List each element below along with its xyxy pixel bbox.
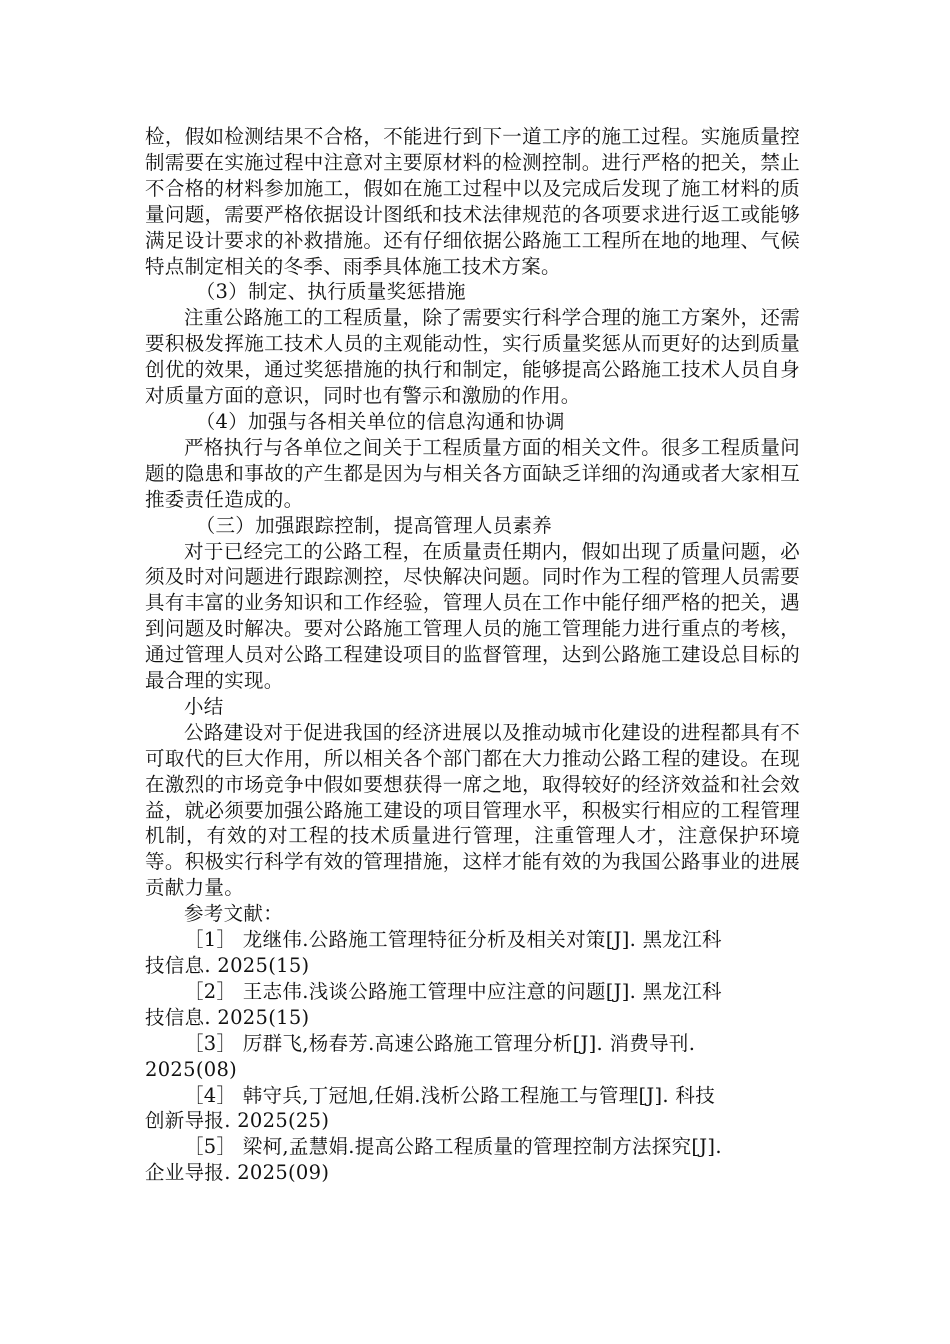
summary-heading: 小结 [184, 694, 224, 718]
reference-line-continued: 创新导报. 2025(25) [145, 1109, 330, 1133]
reference-item [145, 1031, 800, 1083]
reference-line: ［4］ 韩守兵,丁冠旭,任娟.浅析公路工程施工与管理[J]. 科技 [184, 1083, 716, 1107]
reference-item [145, 927, 800, 979]
section-heading: （4）加强与各相关单位的信息沟通和协调 [195, 409, 565, 433]
body-paragraph: 注重公路施工的工程质量，除了需要实行科学合理的施工方案外，还需要积极发挥施工技术人员的主观能动性，实行质量奖惩从而更好的达到质量创优的效果，通过奖惩措施的执行和制定，能够提高公路施工技术人员自身对质量方面的意识，同时也有警示和激励的作用。 [145, 306, 800, 408]
reference-line-continued: 技信息. 2025(15) [145, 954, 310, 977]
body-paragraph: 检，假如检测结果不合格，不能进行到下一道工序的施工过程。实施质量控制需要在实施过程中注意对主要原材料的检测控制。进行严格的把关，禁止不合格的材料参加施工，假如在施工过程中以及完成后发现了施工材料的质量问题，需要严格依据设计图纸和技术法律规范的各项要求进行返工或能够满足设计要求的补救措施。还有仔细依据公路施工工程所在地的地理、气候特点制定相关的冬季、雨季具体施工技术方案。 [145, 125, 800, 278]
reference-line: ［2］ 王志伟.浅谈公路施工管理中应注意的问题[J]. 黑龙江科 [184, 979, 722, 1003]
reference-item [145, 1134, 800, 1186]
reference-item [145, 1083, 800, 1135]
body-paragraph: 对于已经完工的公路工程，在质量责任期内，假如出现了质量问题，必须及时对问题进行跟踪测控，尽快解决问题。同时作为工程的管理人员需要具有丰富的业务知识和工作经验，管理人员在工作中能仔细严格的把关，遇到问题及时解决。要对公路施工管理人员的施工管理能力进行重点的考核，通过管理人员对公路工程建设项目的监督管理，达到公路施工建设总目标的最合理的实现。 [145, 539, 800, 693]
reference-line-continued: 企业导报. 2025(09) [145, 1161, 330, 1185]
body-paragraph: 严格执行与各单位之间关于工程质量方面的相关文件。很多工程质量问题的隐患和事故的产生都是因为与相关各方面缺乏详细的沟通或者大家相互推委责任造成的。 [145, 435, 800, 511]
reference-line-continued: 2025(08) [145, 1057, 238, 1081]
section-heading: （3）制定、执行质量奖惩措施 [195, 280, 466, 304]
document-page [145, 124, 800, 1186]
reference-line: ［3］ 厉群飞,杨春芳.高速公路施工管理分析[J]. 消费导刊. [184, 1031, 696, 1055]
reference-line: ［5］ 梁柯,孟慧娟.提高公路工程质量的管理控制方法探究[J]. [184, 1135, 722, 1159]
references-heading: 参考文献： [184, 902, 284, 926]
section-heading: （三）加强跟踪控制，提高管理人员素养 [195, 513, 553, 537]
reference-line-continued: 技信息. 2025(15) [145, 1005, 310, 1029]
reference-line: ［1］ 龙继伟.公路施工管理特征分析及相关对策[J]. 黑龙江科 [184, 928, 722, 952]
body-paragraph: 公路建设对于促进我国的经济进展以及推动城市化建设的进程都具有不可取代的巨大作用，所以相关各个部门都在大力推动公路工程的建设。在现在激烈的市场竞争中假如要想获得一席之地，取得较好的经济效益和社会效益，就必须要加强公路施工建设的项目管理水平，积极实行相应的工程管理机制，有效的对工程的技术质量进行管理，注重管理人才，注意保护环境等。积极实行科学有效的管理措施，这样才能有效的为我国公路事业的进展贡献力量。 [145, 720, 800, 900]
reference-list [145, 927, 800, 1186]
reference-item [145, 979, 800, 1031]
